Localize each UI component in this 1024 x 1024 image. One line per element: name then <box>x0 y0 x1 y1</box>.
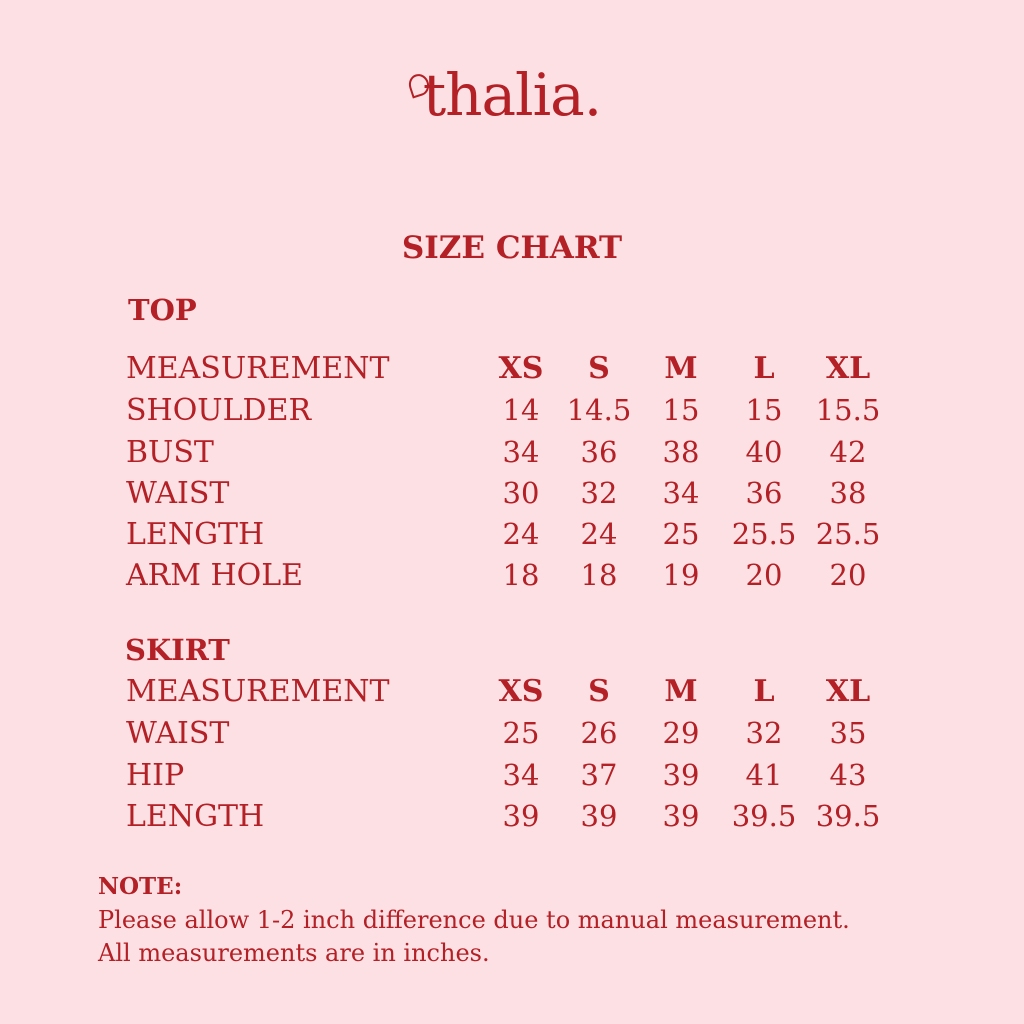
top-header-row <box>126 351 986 394</box>
row-value: 36 <box>745 476 783 510</box>
row-value: 24 <box>502 517 540 551</box>
row-value: 20 <box>829 558 867 592</box>
skirt-size-m: M <box>664 674 698 709</box>
row-value: 29 <box>662 716 700 750</box>
row-value: 38 <box>662 435 700 469</box>
row-value: 25 <box>502 716 540 750</box>
row-value: 39 <box>662 758 700 792</box>
row-value: 24 <box>580 517 618 551</box>
row-value: 39 <box>502 799 540 833</box>
row-label: WAIST <box>126 716 230 751</box>
row-label: HIP <box>126 758 185 793</box>
row-value: 30 <box>502 476 540 510</box>
top-row-waist <box>126 476 986 519</box>
row-value: 14 <box>502 393 540 427</box>
row-label: BUST <box>126 435 214 470</box>
skirt-section-title: SKIRT <box>125 633 230 667</box>
row-value: 42 <box>829 435 867 469</box>
row-value: 25.5 <box>815 517 881 551</box>
row-value: 41 <box>745 758 783 792</box>
row-label: WAIST <box>126 476 230 511</box>
skirt-size-s: S <box>588 674 610 709</box>
row-value: 40 <box>745 435 783 469</box>
row-value: 39.5 <box>815 799 881 833</box>
row-value: 38 <box>829 476 867 510</box>
skirt-header-label: MEASUREMENT <box>126 674 390 709</box>
note-line-1: Please allow 1-2 inch difference due to manual measurement. <box>98 906 850 934</box>
skirt-size-l: L <box>753 674 775 709</box>
row-value: 18 <box>580 558 618 592</box>
skirt-row-waist <box>126 716 986 759</box>
row-label: ARM HOLE <box>126 558 304 593</box>
brand-name: thalia. <box>422 61 602 129</box>
top-row-shoulder <box>126 393 986 436</box>
top-row-arm-hole <box>126 558 986 601</box>
row-value: 26 <box>580 716 618 750</box>
row-label: SHOULDER <box>126 393 312 428</box>
row-value: 43 <box>829 758 867 792</box>
row-label: LENGTH <box>126 517 265 552</box>
row-value: 39.5 <box>731 799 797 833</box>
row-value: 18 <box>502 558 540 592</box>
top-size-l: L <box>753 351 775 386</box>
row-value: 14.5 <box>566 393 632 427</box>
row-value: 25 <box>662 517 700 551</box>
skirt-header-row <box>126 674 986 717</box>
top-size-xs: XS <box>498 351 544 386</box>
skirt-size-xl: XL <box>825 674 871 709</box>
note-title: NOTE: <box>98 873 183 900</box>
row-label: LENGTH <box>126 799 265 834</box>
row-value: 34 <box>502 435 540 469</box>
top-row-length <box>126 517 986 560</box>
top-size-m: M <box>664 351 698 386</box>
row-value: 19 <box>662 558 700 592</box>
top-section-title: TOP <box>128 293 197 327</box>
top-size-s: S <box>588 351 610 386</box>
row-value: 15 <box>662 393 700 427</box>
row-value: 39 <box>662 799 700 833</box>
skirt-size-xs: XS <box>498 674 544 709</box>
row-value: 37 <box>580 758 618 792</box>
row-value: 25.5 <box>731 517 797 551</box>
brand-logo <box>0 61 1024 129</box>
skirt-row-hip <box>126 758 986 801</box>
row-value: 20 <box>745 558 783 592</box>
row-value: 34 <box>502 758 540 792</box>
row-value: 15.5 <box>815 393 881 427</box>
skirt-row-length <box>126 799 986 842</box>
row-value: 32 <box>580 476 618 510</box>
row-value: 34 <box>662 476 700 510</box>
top-row-bust <box>126 435 986 478</box>
row-value: 35 <box>829 716 867 750</box>
row-value: 39 <box>580 799 618 833</box>
top-header-label: MEASUREMENT <box>126 351 390 386</box>
brand-wordmark <box>422 61 602 129</box>
top-size-xl: XL <box>825 351 871 386</box>
row-value: 15 <box>745 393 783 427</box>
chart-title: SIZE CHART <box>401 230 623 266</box>
note-line-2: All measurements are in inches. <box>98 939 490 967</box>
row-value: 32 <box>745 716 783 750</box>
row-value: 36 <box>580 435 618 469</box>
